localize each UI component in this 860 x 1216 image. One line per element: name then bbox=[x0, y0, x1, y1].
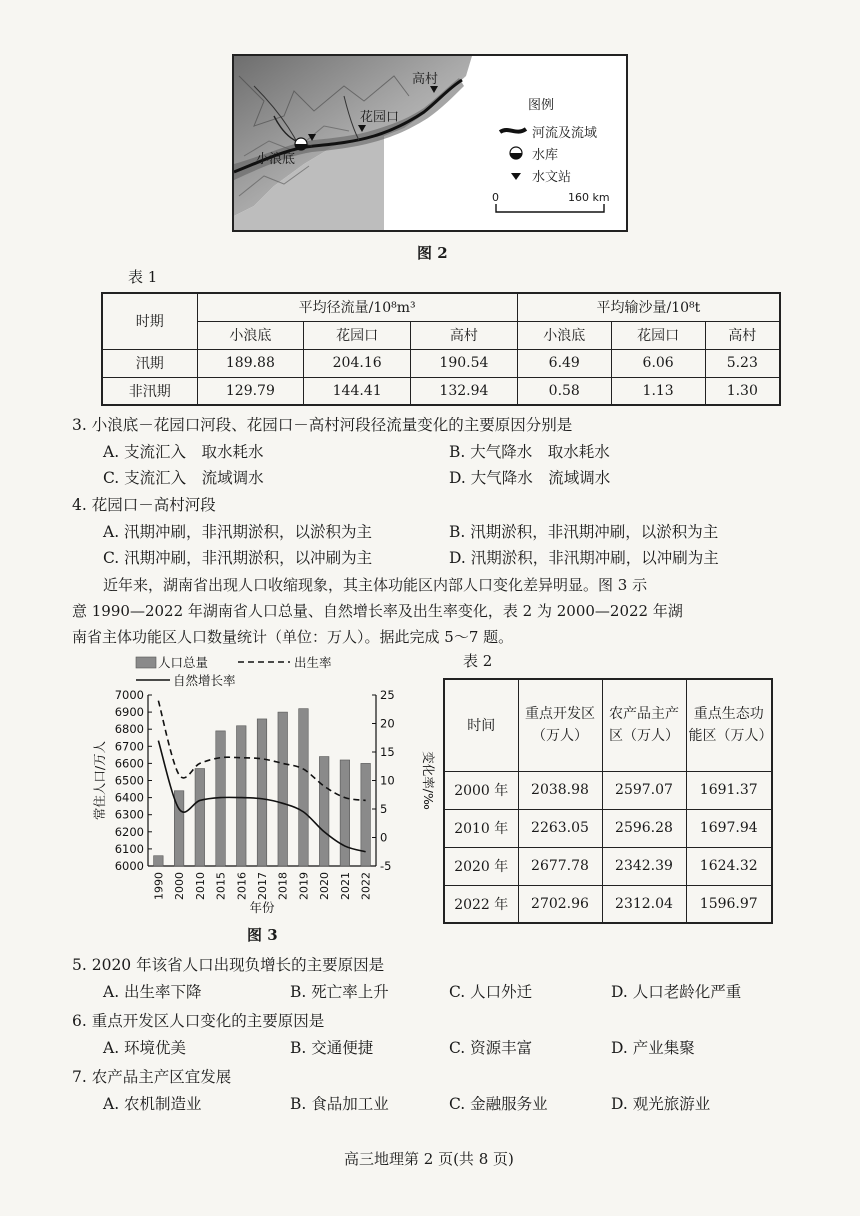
bar-population bbox=[195, 769, 205, 866]
table2-cell: 2312.04 bbox=[602, 885, 686, 923]
label-huayuankou: 花园口 bbox=[360, 110, 400, 125]
table1-cell: 6.06 bbox=[611, 349, 705, 377]
table-row bbox=[444, 847, 772, 885]
table-row bbox=[444, 885, 772, 923]
table1-cell: 204.16 bbox=[304, 349, 411, 377]
table1-cell: 129.79 bbox=[197, 377, 304, 405]
table2-cell: 2702.96 bbox=[518, 885, 602, 923]
table1-cell: 189.88 bbox=[197, 349, 304, 377]
legend-reservoir: 水库 bbox=[532, 148, 559, 163]
table-row bbox=[102, 377, 780, 405]
q7-option-c[interactable]: C. 金融服务业 bbox=[449, 1095, 548, 1113]
scale-end: 160 km bbox=[568, 191, 610, 204]
x-tick-label: 2020 bbox=[318, 872, 332, 900]
x-tick-label: 2000 bbox=[173, 872, 187, 900]
table1-cell: 汛期 bbox=[102, 349, 197, 377]
legend-river: 河流及流域 bbox=[532, 126, 598, 141]
q4-option-d[interactable]: D. 汛期淤积，非汛期冲刷，以冲刷为主 bbox=[449, 549, 719, 567]
q3-option-a[interactable]: A. 支流汇入 取水耗水 bbox=[103, 443, 264, 461]
q7-option-a[interactable]: A. 农机制造业 bbox=[103, 1095, 202, 1113]
legend-label-birth-rate: 出生率 bbox=[294, 655, 332, 670]
table2-cell: 1596.97 bbox=[686, 885, 772, 923]
table2-cell: 2342.39 bbox=[602, 847, 686, 885]
table1-station: 小浪底 bbox=[517, 321, 611, 349]
y2-tick-label: 5 bbox=[380, 802, 388, 816]
table2-cell: 2000 年 bbox=[444, 771, 518, 809]
bar-population bbox=[319, 757, 329, 866]
q7-option-b[interactable]: B. 食品加工业 bbox=[290, 1095, 389, 1113]
table1 bbox=[101, 292, 781, 406]
table-row bbox=[102, 349, 780, 377]
y-tick-label: 6300 bbox=[114, 807, 144, 822]
x-tick-label: 2015 bbox=[214, 872, 228, 900]
y-tick-label: 6500 bbox=[114, 773, 144, 788]
y-tick-label: 6600 bbox=[114, 756, 144, 771]
table2-title: 表 2 bbox=[463, 652, 493, 670]
passage-line3: 南省主体功能区人口数量统计（单位：万人）。据此完成 5～7 题。 bbox=[72, 628, 514, 646]
y-tick-label: 6700 bbox=[114, 739, 144, 754]
label-gaocun: 高村 bbox=[412, 72, 439, 87]
table2-cell: 1697.94 bbox=[686, 809, 772, 847]
passage-line2: 意 1990—2022 年湖南省人口总量、自然增长率及出生率变化，表 2 为 2000—2022 年湖 bbox=[72, 602, 683, 620]
table2-header-eco: 重点生态功能区（万人） bbox=[686, 679, 772, 771]
y2-tick-label: 15 bbox=[380, 745, 395, 759]
table1-station: 高村 bbox=[705, 321, 780, 349]
table2-cell: 2597.07 bbox=[602, 771, 686, 809]
q5-stem: 5. 2020 年该省人口出现负增长的主要原因是 bbox=[72, 956, 385, 974]
bar-population bbox=[257, 719, 267, 866]
x-tick-label: 2022 bbox=[359, 872, 373, 900]
table2-cell: 2020 年 bbox=[444, 847, 518, 885]
table2-cell: 2596.28 bbox=[602, 809, 686, 847]
table2-cell: 2022 年 bbox=[444, 885, 518, 923]
label-xiaolangdi: 小浪底 bbox=[256, 152, 296, 167]
page-footer: 高三地理第 2 页(共 8 页) bbox=[344, 1150, 514, 1168]
x-tick-label: 2010 bbox=[193, 872, 207, 900]
legend-swatch-population bbox=[136, 657, 156, 668]
table1-station: 花园口 bbox=[611, 321, 705, 349]
y2-tick-label: 25 bbox=[380, 688, 395, 702]
y-tick-label: 6800 bbox=[114, 722, 144, 737]
figure3-caption: 图 3 bbox=[247, 926, 278, 944]
q4-stem: 4. 花园口－高村河段 bbox=[72, 496, 216, 514]
table1-cell: 1.30 bbox=[705, 377, 780, 405]
table2-cell: 2263.05 bbox=[518, 809, 602, 847]
table1-cell: 144.41 bbox=[304, 377, 411, 405]
figure2-map bbox=[232, 54, 628, 232]
table1-station: 高村 bbox=[411, 321, 518, 349]
q3-option-c[interactable]: C. 支流汇入 流域调水 bbox=[103, 469, 264, 487]
table2-header-time: 时间 bbox=[444, 679, 518, 771]
table2-cell: 1624.32 bbox=[686, 847, 772, 885]
q5-option-d[interactable]: D. 人口老龄化严重 bbox=[611, 983, 742, 1001]
table1-cell: 6.49 bbox=[517, 349, 611, 377]
passage-line1: 近年来，湖南省出现人口收缩现象，其主体功能区内部人口变化差异明显。图 3 示 bbox=[103, 576, 648, 594]
y-tick-label: 6100 bbox=[114, 841, 144, 856]
q6-option-c[interactable]: C. 资源丰富 bbox=[449, 1039, 533, 1057]
table1-cell: 190.54 bbox=[411, 349, 518, 377]
q6-option-b[interactable]: B. 交通便捷 bbox=[290, 1039, 374, 1057]
table-row bbox=[444, 771, 772, 809]
y-axis-title: 常住人口/万人 bbox=[92, 740, 107, 821]
legend-label-natural-growth: 自然增长率 bbox=[173, 673, 236, 688]
x-tick-label: 2018 bbox=[276, 872, 290, 900]
q7-option-d[interactable]: D. 观光旅游业 bbox=[611, 1095, 711, 1113]
table1-cell: 非汛期 bbox=[102, 377, 197, 405]
table2-cell: 2038.98 bbox=[518, 771, 602, 809]
table1-header-runoff: 平均径流量/10⁸m³ bbox=[197, 293, 517, 321]
y-tick-label: 6400 bbox=[114, 790, 144, 805]
y-tick-label: 6200 bbox=[114, 824, 144, 839]
q6-stem: 6. 重点开发区人口变化的主要原因是 bbox=[72, 1012, 325, 1030]
table2-header-dev: 重点开发区（万人） bbox=[518, 679, 602, 771]
table2-cell: 2010 年 bbox=[444, 809, 518, 847]
legend-label-population: 人口总量 bbox=[158, 655, 209, 670]
legend-station: 水文站 bbox=[532, 170, 572, 185]
x-tick-label: 2017 bbox=[256, 872, 269, 900]
table1-cell: 1.13 bbox=[611, 377, 705, 405]
q5-option-a[interactable]: A. 出生率下降 bbox=[103, 983, 202, 1001]
legend-title: 图例 bbox=[528, 98, 555, 113]
table2-header-agri: 农产品主产区（万人） bbox=[602, 679, 686, 771]
table1-station: 小浪底 bbox=[197, 321, 304, 349]
q5-option-c[interactable]: C. 人口外迁 bbox=[449, 983, 533, 1001]
table1-cell: 0.58 bbox=[517, 377, 611, 405]
table1-header-sediment: 平均输沙量/10⁸t bbox=[517, 293, 780, 321]
q6-option-d[interactable]: D. 产业集聚 bbox=[611, 1039, 695, 1057]
y2-tick-label: -5 bbox=[380, 859, 392, 873]
y2-axis-title: 变化率/‰ bbox=[421, 751, 436, 810]
table1-station: 花园口 bbox=[304, 321, 411, 349]
table1-cell: 132.94 bbox=[411, 377, 518, 405]
y2-tick-label: 10 bbox=[380, 773, 395, 788]
bar-population bbox=[154, 856, 164, 866]
figure3-chart bbox=[90, 650, 440, 922]
q4-option-c[interactable]: C. 汛期冲刷，非汛期淤积，以冲刷为主 bbox=[103, 549, 373, 567]
table1-cell: 5.23 bbox=[705, 349, 780, 377]
bar-population bbox=[299, 709, 309, 866]
x-tick-label: 2019 bbox=[297, 872, 311, 900]
q3-option-d[interactable]: D. 大气降水 流域调水 bbox=[449, 469, 611, 487]
bar-population bbox=[340, 760, 350, 866]
figure2-caption: 图 2 bbox=[417, 244, 448, 262]
x-tick-label: 2021 bbox=[338, 872, 352, 900]
x-axis-title: 年份 bbox=[249, 900, 275, 915]
q3-stem: 3. 小浪底－花园口河段、花园口－高村河段径流量变化的主要原因分别是 bbox=[72, 416, 573, 434]
x-tick-label: 1990 bbox=[152, 872, 166, 900]
bar-population bbox=[278, 712, 288, 866]
y2-tick-label: 0 bbox=[380, 830, 388, 845]
q6-option-a[interactable]: A. 环境优美 bbox=[103, 1039, 187, 1057]
q3-option-b[interactable]: B. 大气降水 取水耗水 bbox=[449, 443, 610, 461]
q7-stem: 7. 农产品主产区宜发展 bbox=[72, 1068, 232, 1086]
x-tick-label: 2016 bbox=[235, 872, 249, 900]
q5-option-b[interactable]: B. 死亡率上升 bbox=[290, 983, 389, 1001]
q4-option-b[interactable]: B. 汛期淤积，非汛期冲刷，以淤积为主 bbox=[449, 523, 719, 541]
bar-population bbox=[237, 726, 247, 866]
y-tick-label: 7000 bbox=[114, 688, 144, 702]
table2-cell: 1691.37 bbox=[686, 771, 772, 809]
y-tick-label: 6000 bbox=[114, 859, 144, 873]
scale-zero: 0 bbox=[492, 191, 499, 204]
table1-title: 表 1 bbox=[128, 268, 158, 286]
table1-header-period: 时期 bbox=[102, 293, 197, 349]
y2-tick-label: 20 bbox=[380, 716, 395, 731]
table-row bbox=[444, 809, 772, 847]
q4-option-a[interactable]: A. 汛期冲刷，非汛期淤积，以淤积为主 bbox=[103, 523, 373, 541]
xiaolangdi-reservoir-icon bbox=[295, 138, 307, 150]
table2 bbox=[443, 678, 773, 924]
table2-cell: 2677.78 bbox=[518, 847, 602, 885]
y-tick-label: 6900 bbox=[114, 705, 144, 720]
